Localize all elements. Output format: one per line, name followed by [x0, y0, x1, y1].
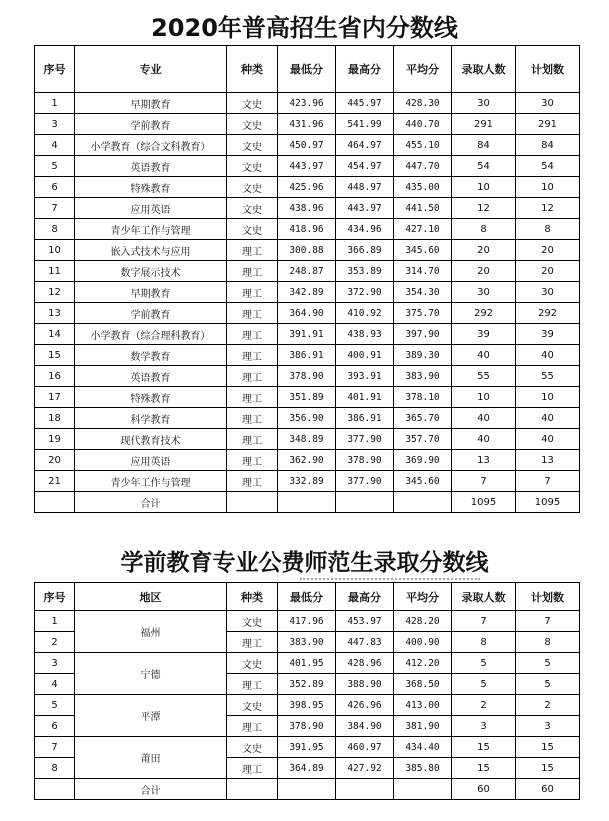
cell-avg-score: 428.20	[394, 611, 452, 632]
table-row	[35, 429, 580, 450]
cell-min-score: 248.87	[278, 261, 336, 282]
cell-admitted: 10	[452, 177, 516, 198]
cell-category: 理工	[227, 471, 278, 492]
cell-index: 3	[35, 653, 75, 674]
cell-planned: 292	[516, 303, 580, 324]
cell-category: 理工	[227, 758, 278, 779]
cell-major: 早期教育	[75, 93, 227, 114]
cell-min-score: 356.90	[278, 408, 336, 429]
cell-admitted: 40	[452, 345, 516, 366]
cell-major: 英语教育	[75, 156, 227, 177]
cell-admitted: 8	[452, 632, 516, 653]
cell-avg-score: 434.40	[394, 737, 452, 758]
cell-empty	[394, 779, 452, 800]
cell-planned: 20	[516, 240, 580, 261]
cell-admitted: 15	[452, 758, 516, 779]
section-title-public-funded: 学前教育专业公费师范生录取分数线	[120, 550, 489, 576]
total-label: 合计	[75, 779, 227, 800]
cell-avg-score: 365.70	[394, 408, 452, 429]
cell-avg-score: 314.70	[394, 261, 452, 282]
cell-region: 莆田	[75, 737, 227, 779]
cell-max-score: 427.92	[336, 758, 394, 779]
cell-index: 15	[35, 345, 75, 366]
cell-planned: 40	[516, 345, 580, 366]
cell-max-score: 447.83	[336, 632, 394, 653]
cell-planned: 7	[516, 471, 580, 492]
cell-admitted: 40	[452, 429, 516, 450]
total-planned: 1095	[516, 492, 580, 513]
cell-category: 理工	[227, 366, 278, 387]
cell-avg-score: 428.30	[394, 93, 452, 114]
total-label: 合计	[75, 492, 227, 513]
cell-index: 20	[35, 450, 75, 471]
cell-min-score: 443.97	[278, 156, 336, 177]
col-header-category: 种类	[227, 46, 278, 93]
table-row	[35, 345, 580, 366]
cell-index: 4	[35, 135, 75, 156]
cell-category: 理工	[227, 345, 278, 366]
cell-empty	[227, 492, 278, 513]
col-header-planned: 计划数	[516, 583, 580, 611]
cell-avg-score: 345.60	[394, 471, 452, 492]
cell-empty	[278, 779, 336, 800]
table-row	[35, 240, 580, 261]
cell-category: 文史	[227, 177, 278, 198]
cell-index: 13	[35, 303, 75, 324]
col-header-region: 地区	[75, 583, 227, 611]
table-row	[35, 261, 580, 282]
cell-index: 12	[35, 282, 75, 303]
col-header-index: 序号	[35, 583, 75, 611]
cell-min-score: 450.97	[278, 135, 336, 156]
cell-admitted: 40	[452, 408, 516, 429]
cell-major: 嵌入式技术与应用	[75, 240, 227, 261]
cell-admitted: 10	[452, 387, 516, 408]
cell-index: 3	[35, 114, 75, 135]
cell-max-score: 426.96	[336, 695, 394, 716]
cell-empty	[35, 779, 75, 800]
cell-max-score: 454.97	[336, 156, 394, 177]
cell-category: 理工	[227, 303, 278, 324]
col-header-planned: 计划数	[516, 46, 580, 93]
cell-min-score: 417.96	[278, 611, 336, 632]
cell-min-score: 383.90	[278, 632, 336, 653]
cell-avg-score: 354.30	[394, 282, 452, 303]
cell-planned: 40	[516, 429, 580, 450]
cell-avg-score: 378.10	[394, 387, 452, 408]
cell-planned: 30	[516, 282, 580, 303]
cell-avg-score: 440.70	[394, 114, 452, 135]
cell-index: 6	[35, 177, 75, 198]
cell-category: 理工	[227, 429, 278, 450]
cell-index: 17	[35, 387, 75, 408]
col-header-avg-score: 平均分	[394, 46, 452, 93]
cell-planned: 5	[516, 653, 580, 674]
table-row	[35, 303, 580, 324]
table-row	[35, 387, 580, 408]
cell-min-score: 378.90	[278, 366, 336, 387]
cell-major: 现代教育技术	[75, 429, 227, 450]
cell-index: 11	[35, 261, 75, 282]
cell-planned: 55	[516, 366, 580, 387]
cell-planned: 40	[516, 408, 580, 429]
cell-category: 理工	[227, 408, 278, 429]
cell-category: 理工	[227, 282, 278, 303]
cell-admitted: 20	[452, 240, 516, 261]
col-header-index: 序号	[35, 46, 75, 93]
cell-admitted: 20	[452, 261, 516, 282]
cell-admitted: 30	[452, 93, 516, 114]
cell-admitted: 30	[452, 282, 516, 303]
cell-major: 学前教育	[75, 114, 227, 135]
cell-admitted: 291	[452, 114, 516, 135]
cell-min-score: 391.95	[278, 737, 336, 758]
cell-min-score: 425.96	[278, 177, 336, 198]
cell-category: 理工	[227, 324, 278, 345]
cell-admitted: 39	[452, 324, 516, 345]
cell-major: 特殊教育	[75, 177, 227, 198]
table-row	[35, 408, 580, 429]
cell-min-score: 398.95	[278, 695, 336, 716]
cell-admitted: 13	[452, 450, 516, 471]
cell-empty	[336, 492, 394, 513]
total-planned: 60	[516, 779, 580, 800]
table-header-row	[35, 46, 580, 93]
cell-category: 理工	[227, 387, 278, 408]
cell-min-score: 401.95	[278, 653, 336, 674]
cell-admitted: 84	[452, 135, 516, 156]
cell-avg-score: 345.60	[394, 240, 452, 261]
table-row	[35, 282, 580, 303]
col-header-major: 专业	[75, 46, 227, 93]
col-header-category: 种类	[227, 583, 278, 611]
cell-category: 理工	[227, 674, 278, 695]
table-row	[35, 114, 580, 135]
cell-admitted: 55	[452, 366, 516, 387]
table-row	[35, 653, 580, 674]
cell-planned: 7	[516, 611, 580, 632]
cell-major: 小学教育（综合文科教育）	[75, 135, 227, 156]
cell-category: 文史	[227, 93, 278, 114]
col-header-admitted: 录取人数	[452, 46, 516, 93]
cell-admitted: 54	[452, 156, 516, 177]
cell-min-score: 418.96	[278, 219, 336, 240]
cell-admitted: 8	[452, 219, 516, 240]
cell-avg-score: 455.10	[394, 135, 452, 156]
cell-category: 文史	[227, 653, 278, 674]
cell-avg-score: 400.90	[394, 632, 452, 653]
cell-avg-score: 441.50	[394, 198, 452, 219]
cell-avg-score: 413.00	[394, 695, 452, 716]
total-admitted: 60	[452, 779, 516, 800]
cell-planned: 13	[516, 450, 580, 471]
cell-avg-score: 383.90	[394, 366, 452, 387]
cell-avg-score: 412.20	[394, 653, 452, 674]
col-header-min-score: 最低分	[278, 46, 336, 93]
cell-max-score: 464.97	[336, 135, 394, 156]
cell-planned: 10	[516, 177, 580, 198]
cell-avg-score: 397.90	[394, 324, 452, 345]
cell-major: 学前教育	[75, 303, 227, 324]
table-row	[35, 366, 580, 387]
cell-index: 1	[35, 93, 75, 114]
cell-region: 平潭	[75, 695, 227, 737]
page-title-admission-scores: 2020年普高招生省内分数线	[151, 14, 458, 42]
cell-max-score: 378.90	[336, 450, 394, 471]
cell-empty	[394, 492, 452, 513]
table-row	[35, 156, 580, 177]
cell-region: 福州	[75, 611, 227, 653]
cell-major: 青少年工作与管理	[75, 471, 227, 492]
cell-max-score: 460.97	[336, 737, 394, 758]
cell-index: 16	[35, 366, 75, 387]
cell-avg-score: 381.90	[394, 716, 452, 737]
admission-score-table	[34, 45, 580, 513]
table-row	[35, 198, 580, 219]
cell-max-score: 400.91	[336, 345, 394, 366]
cell-index: 2	[35, 632, 75, 653]
col-header-min-score: 最低分	[278, 583, 336, 611]
cell-index: 8	[35, 219, 75, 240]
cell-empty	[35, 492, 75, 513]
cell-region: 宁德	[75, 653, 227, 695]
cell-category: 理工	[227, 632, 278, 653]
cell-index: 5	[35, 695, 75, 716]
cell-index: 21	[35, 471, 75, 492]
cell-major: 特殊教育	[75, 387, 227, 408]
cell-planned: 30	[516, 93, 580, 114]
cell-empty	[336, 779, 394, 800]
cell-index: 7	[35, 198, 75, 219]
cell-admitted: 7	[452, 471, 516, 492]
cell-index: 19	[35, 429, 75, 450]
cell-admitted: 5	[452, 653, 516, 674]
col-header-max-score: 最高分	[336, 583, 394, 611]
cell-max-score: 377.90	[336, 471, 394, 492]
cell-category: 文史	[227, 737, 278, 758]
cell-avg-score: 385.80	[394, 758, 452, 779]
cell-min-score: 342.89	[278, 282, 336, 303]
cell-admitted: 7	[452, 611, 516, 632]
cell-max-score: 428.96	[336, 653, 394, 674]
cell-category: 文史	[227, 611, 278, 632]
cell-major: 应用英语	[75, 450, 227, 471]
table-row	[35, 324, 580, 345]
cell-category: 文史	[227, 135, 278, 156]
cell-admitted: 12	[452, 198, 516, 219]
col-header-avg-score: 平均分	[394, 583, 452, 611]
cell-category: 文史	[227, 695, 278, 716]
table-row	[35, 611, 580, 632]
cell-max-score: 445.97	[336, 93, 394, 114]
cell-max-score: 448.97	[336, 177, 394, 198]
cell-category: 理工	[227, 261, 278, 282]
cell-max-score: 393.91	[336, 366, 394, 387]
cell-min-score: 351.89	[278, 387, 336, 408]
cell-major: 数学教育	[75, 345, 227, 366]
cell-category: 文史	[227, 156, 278, 177]
cell-major: 应用英语	[75, 198, 227, 219]
table-header-row	[35, 583, 580, 611]
cell-admitted: 292	[452, 303, 516, 324]
col-header-max-score: 最高分	[336, 46, 394, 93]
cell-max-score: 410.92	[336, 303, 394, 324]
cell-avg-score: 447.70	[394, 156, 452, 177]
cell-min-score: 378.90	[278, 716, 336, 737]
table-row	[35, 135, 580, 156]
cell-max-score: 453.97	[336, 611, 394, 632]
cell-max-score: 438.93	[336, 324, 394, 345]
cell-max-score: 443.97	[336, 198, 394, 219]
table-row	[35, 737, 580, 758]
cell-min-score: 332.89	[278, 471, 336, 492]
cell-index: 8	[35, 758, 75, 779]
cell-planned: 20	[516, 261, 580, 282]
cell-max-score: 388.90	[336, 674, 394, 695]
cell-category: 理工	[227, 450, 278, 471]
cell-planned: 291	[516, 114, 580, 135]
cell-planned: 5	[516, 674, 580, 695]
table-total-row	[35, 779, 580, 800]
cell-category: 理工	[227, 240, 278, 261]
cell-major: 英语教育	[75, 366, 227, 387]
table-row	[35, 177, 580, 198]
cell-index: 4	[35, 674, 75, 695]
cell-min-score: 352.89	[278, 674, 336, 695]
cell-planned: 39	[516, 324, 580, 345]
total-admitted: 1095	[452, 492, 516, 513]
cell-min-score: 391.91	[278, 324, 336, 345]
cell-admitted: 3	[452, 716, 516, 737]
cell-avg-score: 368.50	[394, 674, 452, 695]
cell-planned: 2	[516, 695, 580, 716]
cell-planned: 3	[516, 716, 580, 737]
cell-index: 1	[35, 611, 75, 632]
cell-admitted: 2	[452, 695, 516, 716]
cell-planned: 54	[516, 156, 580, 177]
cell-avg-score: 375.70	[394, 303, 452, 324]
cell-major: 科学教育	[75, 408, 227, 429]
cell-min-score: 300.88	[278, 240, 336, 261]
cell-major: 青少年工作与管理	[75, 219, 227, 240]
cell-avg-score: 435.00	[394, 177, 452, 198]
cell-min-score: 386.91	[278, 345, 336, 366]
cell-index: 5	[35, 156, 75, 177]
cell-planned: 15	[516, 737, 580, 758]
table-total-row	[35, 492, 580, 513]
table-row	[35, 219, 580, 240]
cell-min-score: 362.90	[278, 450, 336, 471]
cell-min-score: 423.96	[278, 93, 336, 114]
public-funded-score-table	[34, 582, 580, 800]
col-header-admitted: 录取人数	[452, 583, 516, 611]
cell-min-score: 348.89	[278, 429, 336, 450]
cell-min-score: 438.96	[278, 198, 336, 219]
cell-admitted: 15	[452, 737, 516, 758]
cell-category: 文史	[227, 114, 278, 135]
cell-category: 文史	[227, 198, 278, 219]
cell-avg-score: 427.10	[394, 219, 452, 240]
cell-avg-score: 389.30	[394, 345, 452, 366]
cell-index: 10	[35, 240, 75, 261]
cell-max-score: 434.96	[336, 219, 394, 240]
cell-min-score: 364.90	[278, 303, 336, 324]
cell-index: 6	[35, 716, 75, 737]
cell-index: 14	[35, 324, 75, 345]
cell-category: 文史	[227, 219, 278, 240]
cell-planned: 10	[516, 387, 580, 408]
cell-major: 小学教育（综合理科教育）	[75, 324, 227, 345]
table-row	[35, 471, 580, 492]
cell-index: 18	[35, 408, 75, 429]
cell-index: 7	[35, 737, 75, 758]
table-row	[35, 450, 580, 471]
cell-avg-score: 369.90	[394, 450, 452, 471]
cell-major: 早期教育	[75, 282, 227, 303]
cell-min-score: 431.96	[278, 114, 336, 135]
cell-planned: 8	[516, 219, 580, 240]
cell-max-score: 384.90	[336, 716, 394, 737]
cell-empty	[278, 492, 336, 513]
cell-planned: 8	[516, 632, 580, 653]
cell-category: 理工	[227, 716, 278, 737]
cell-max-score: 541.99	[336, 114, 394, 135]
cell-max-score: 366.89	[336, 240, 394, 261]
cell-admitted: 5	[452, 674, 516, 695]
cell-max-score: 377.90	[336, 429, 394, 450]
cell-major: 数字展示技术	[75, 261, 227, 282]
cell-planned: 84	[516, 135, 580, 156]
cell-avg-score: 357.70	[394, 429, 452, 450]
cell-planned: 15	[516, 758, 580, 779]
table-row	[35, 93, 580, 114]
cell-planned: 12	[516, 198, 580, 219]
cell-max-score: 401.91	[336, 387, 394, 408]
cell-max-score: 353.89	[336, 261, 394, 282]
cell-max-score: 372.90	[336, 282, 394, 303]
cell-empty	[227, 779, 278, 800]
cell-max-score: 386.91	[336, 408, 394, 429]
table-row	[35, 695, 580, 716]
cell-min-score: 364.89	[278, 758, 336, 779]
